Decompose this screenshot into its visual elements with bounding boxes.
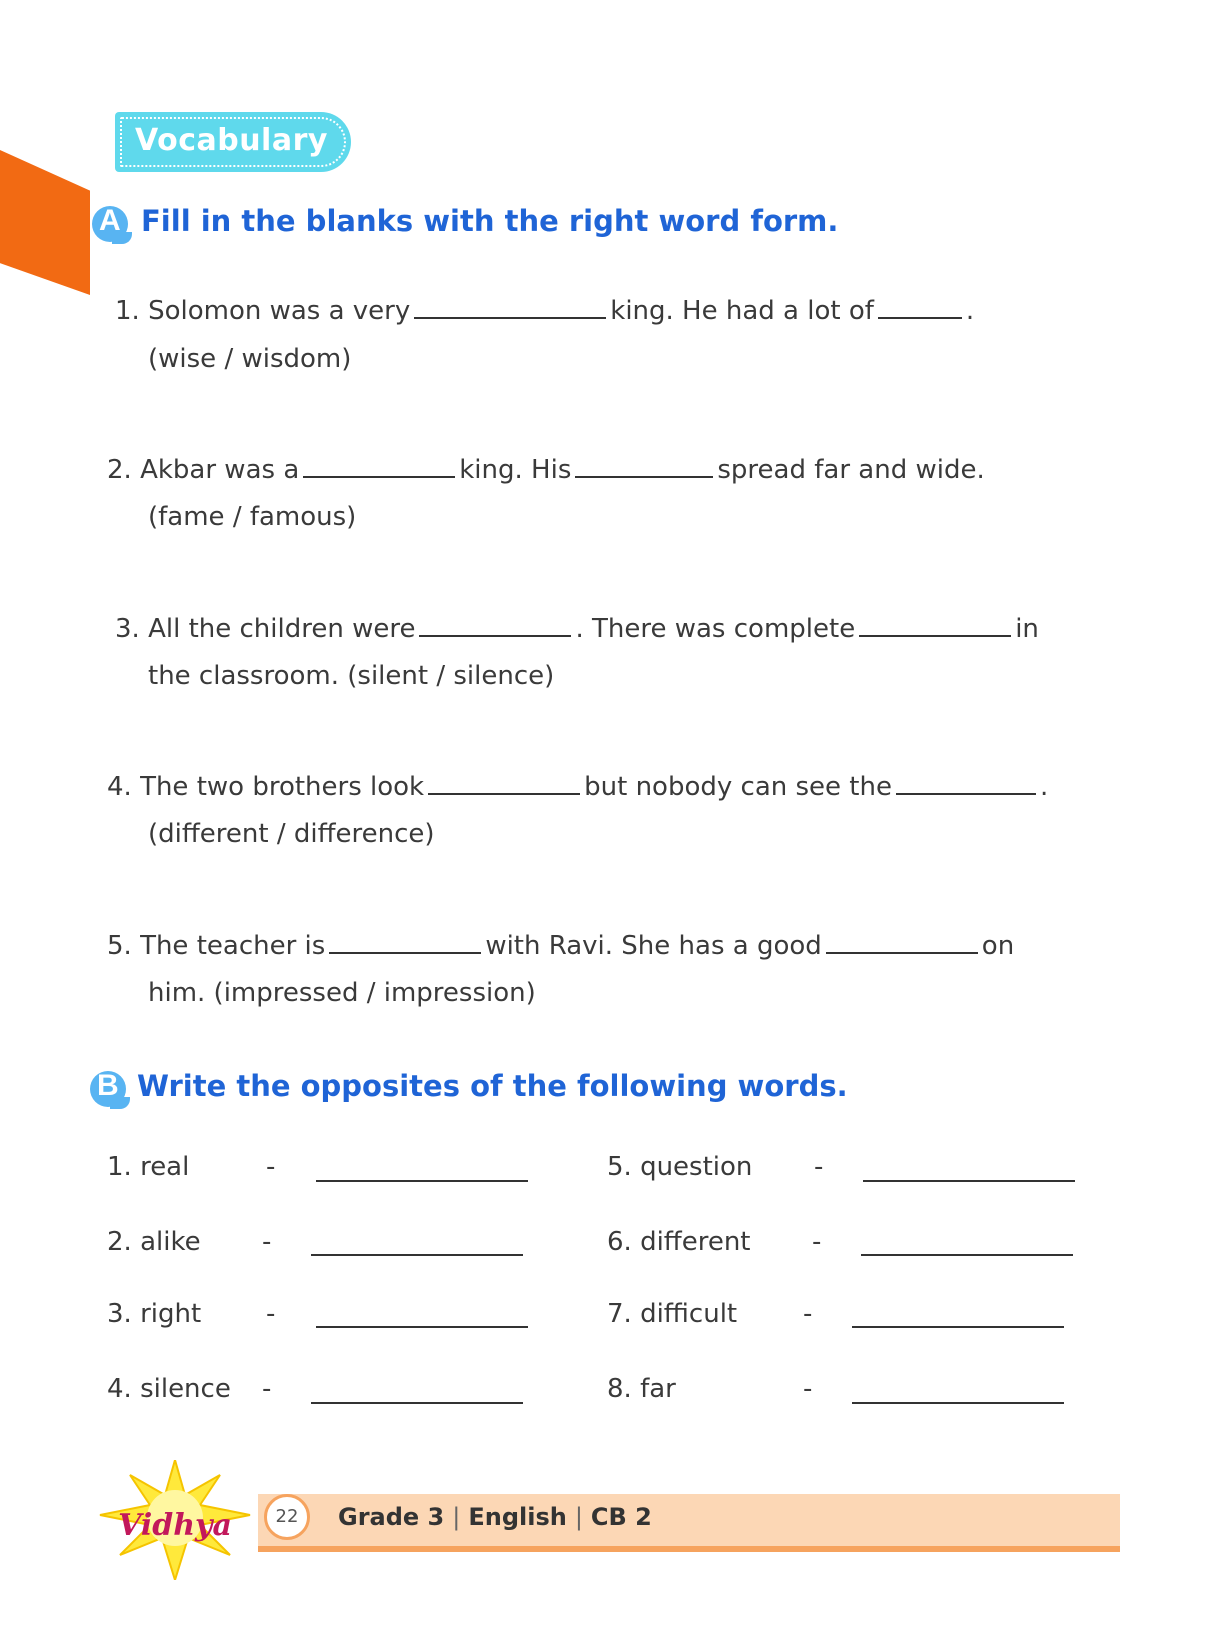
vocabulary-label: Vocabulary [135, 123, 328, 158]
footer-label: Grade 3 | English | CB 2 [338, 1503, 652, 1531]
answer-blank[interactable] [896, 769, 1036, 795]
answer-line[interactable] [863, 1180, 1075, 1182]
opposite-word: 6. different [607, 1227, 751, 1257]
exercise-a-item-4-hint: (different / difference) [148, 819, 435, 849]
answer-line[interactable] [852, 1402, 1064, 1404]
exercise-a-item-3-hint: the classroom. (silent / silence) [148, 661, 555, 691]
opposite-word: 8. far [607, 1374, 676, 1404]
vidhya-logo-icon [90, 1460, 260, 1580]
section-a-heading: Fill in the blanks with the right word form. [141, 204, 839, 238]
exercise-a-item-5-hint: him. (impressed / impression) [148, 978, 536, 1008]
answer-line[interactable] [316, 1326, 528, 1328]
opposite-word: 5. question [607, 1152, 753, 1182]
answer-blank[interactable] [414, 293, 606, 319]
dash: - [803, 1374, 813, 1404]
opposite-word: 7. difficult [607, 1299, 738, 1329]
orange-corner-decoration [0, 150, 90, 295]
answer-blank[interactable] [329, 928, 481, 954]
dash: - [803, 1299, 813, 1329]
dash: - [262, 1227, 272, 1257]
opposite-word: 1. real [107, 1152, 190, 1182]
answer-line[interactable] [311, 1402, 523, 1404]
answer-blank[interactable] [575, 452, 713, 478]
dash: - [266, 1299, 276, 1329]
answer-blank[interactable] [826, 928, 978, 954]
answer-line[interactable] [316, 1180, 528, 1182]
answer-blank[interactable] [303, 452, 455, 478]
exercise-a-item-1-hint: (wise / wisdom) [148, 344, 352, 374]
dash: - [262, 1374, 272, 1404]
answer-line[interactable] [852, 1326, 1064, 1328]
exercise-a-item-4: 4. The two brothers look but nobody can see the . [107, 769, 1048, 802]
answer-blank[interactable] [428, 769, 580, 795]
exercise-a-item-2-hint: (fame / famous) [148, 502, 357, 532]
opposite-word: 4. silence [107, 1374, 231, 1404]
page-number: 22 [264, 1494, 310, 1540]
exercise-a-item-2: 2. Akbar was a king. His spread far and wide. [107, 452, 985, 485]
opposite-word: 3. right [107, 1299, 202, 1329]
exercise-a-item-1: 1. Solomon was a very king. He had a lot of . [115, 293, 974, 326]
dash: - [266, 1152, 276, 1182]
section-a-badge-icon: A [90, 202, 132, 244]
dash: - [814, 1152, 824, 1182]
answer-blank[interactable] [878, 293, 962, 319]
answer-line[interactable] [861, 1254, 1073, 1256]
answer-line[interactable] [311, 1254, 523, 1256]
answer-blank[interactable] [859, 611, 1011, 637]
vocabulary-tag [115, 112, 351, 172]
exercise-a-item-5: 5. The teacher is with Ravi. She has a good on [107, 928, 1014, 961]
answer-blank[interactable] [419, 611, 571, 637]
exercise-a-item-3: 3. All the children were . There was complete in [115, 611, 1039, 644]
section-b-badge-icon: B [88, 1067, 130, 1109]
svg-text:Vidhya: Vidhya [118, 1508, 232, 1543]
dash: - [812, 1227, 822, 1257]
opposite-word: 2. alike [107, 1227, 201, 1257]
section-b-heading: Write the opposites of the following words. [137, 1069, 848, 1103]
